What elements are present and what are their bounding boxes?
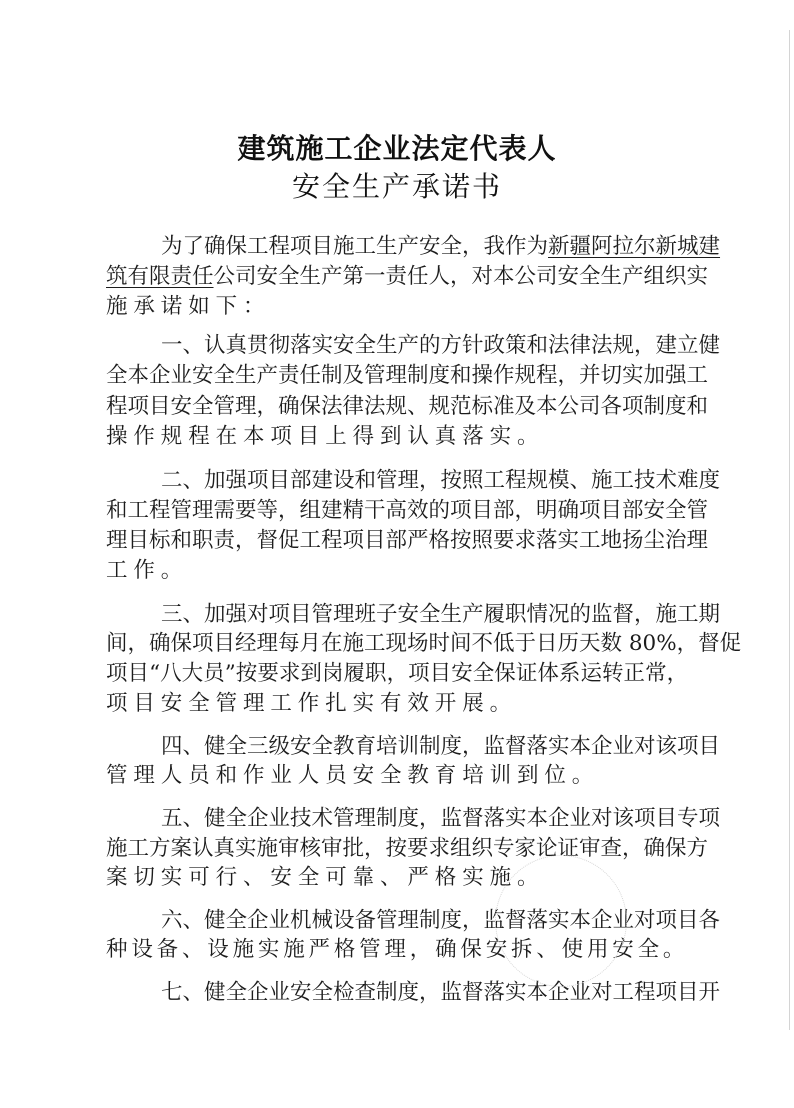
clause-line: 项目“八大员”按要求到岗履职，项目安全保证体系运转正常，: [106, 661, 689, 686]
clause-line: 和工程管理需要等，组建精干高效的项目部，明确项目部安全管: [106, 498, 709, 523]
clause-line: 三、加强对项目管理班子安全生产履职情况的监督，施工期: [161, 602, 721, 627]
intro-line-3: 施承诺如下：: [106, 294, 271, 319]
clause-line: 全本企业安全生产责任制及管理制度和操作规程，并切实加强工: [106, 363, 709, 388]
clause-line: 操作规程在本项目上得到认真落实。: [106, 424, 545, 449]
clause-line: 项目安全管理工作扎实有效开展。: [106, 691, 518, 716]
clause-line: 理目标和职责，督促工程项目部严格按照要求落实工地扬尘治理: [106, 528, 709, 553]
clause-line: 二、加强项目部建设和管理，按照工程规模、施工技术难度: [161, 468, 721, 493]
clause-line: 七、健全企业安全检查制度，监督落实本企业对工程项目开: [161, 980, 721, 1005]
intro-line-1: [106, 232, 720, 262]
clause-line: 四、健全三级安全教育培训制度，监督落实本企业对该项目: [161, 734, 721, 759]
intro-text: 为了确保工程项目施工生产安全，我作为: [161, 234, 549, 259]
document-title-line-1: 建筑施工企业法定代表人: [237, 132, 557, 165]
faint-seal-impression: [495, 855, 627, 987]
clause-line: 施工方案认真实施审核审批，按要求组织专家论证审查，确保方: [106, 836, 709, 861]
company-name-part-1: 新疆阿拉尔新城建: [548, 234, 721, 259]
intro-text: 公司安全生产第一责任人，对本公司安全生产组织实: [213, 264, 709, 289]
clause-line: 案切实可行、安全可靠、严格实施。: [106, 865, 545, 890]
clause-line: 工作。: [106, 558, 189, 583]
intro-line-2: [106, 262, 708, 292]
document-title-line-2: 安全生产承诺书: [291, 170, 502, 203]
clause-line: 五、健全企业技术管理制度，监督落实本企业对该项目专项: [161, 806, 721, 831]
company-name-part-2: 筑有限责任: [106, 264, 214, 289]
clause-line: 种设备、设施实施严格管理，确保安拆、使用安全。: [106, 937, 689, 962]
clause-line: 间，确保项目经理每月在施工现场时间不低于日历天数 80%，督促: [106, 631, 742, 656]
clause-line: 六、健全企业机械设备管理制度，监督落实本企业对项目各: [161, 908, 721, 933]
clause-line: 管理人员和作业人员安全教育培训到位。: [106, 763, 600, 788]
clause-line: 一、认真贯彻落实安全生产的方针政策和法律法规，建立健: [161, 333, 721, 358]
clause-line: 程项目安全管理，确保法律法规、规范标准及本公司各项制度和: [106, 394, 709, 419]
